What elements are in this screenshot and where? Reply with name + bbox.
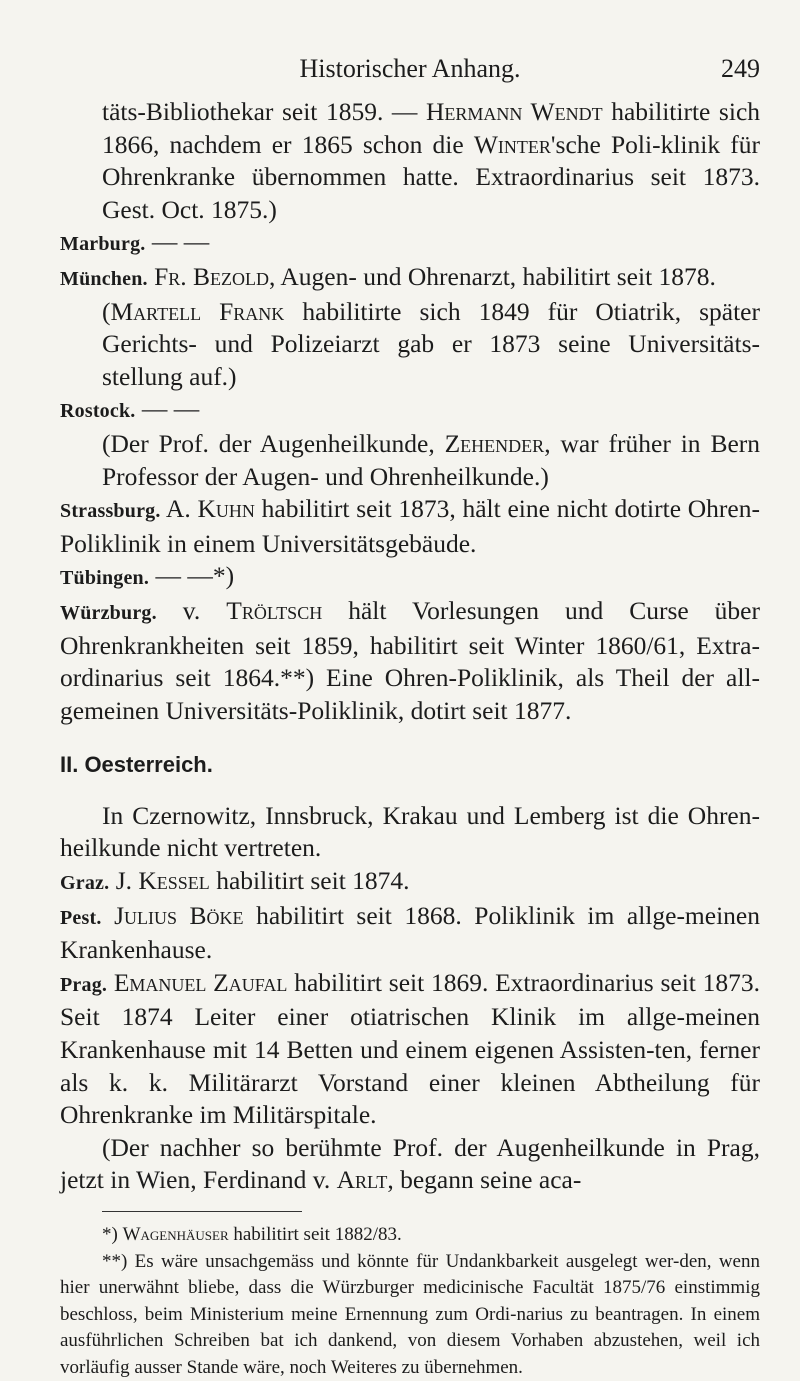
footnotes: [60, 1222, 760, 1381]
entry-wuerzburg: Würzburg. v. Tröltsch hält Vorlesungen und Curse über Ohrenkrankheiten seit 1859, habilitirt seit Winter 1860/61, Extra-ordinarius seit 1864.**) Eine Ohren-Poliklinik, als Theil der all-gemeinen Universitäts-Poliklinik, dotirt seit 1877.: [60, 595, 760, 727]
entry-marburg: Marburg. — —: [60, 226, 760, 261]
entry-prag: Prag. Emanuel Zaufal habilitirt seit 1869. Extraordinarius seit 1873. Seit 1874 Leiter einer otiatrischen Klinik im allge-meinen Krankenhause mit 14 Betten und einem eigenen Assisten-ten, ferner als k. k. Militärarzt Vorstand einer kleinen Abtheilung für Ohrenkranke im Militärspitale.: [60, 967, 760, 1132]
city-marburg: Marburg.: [60, 233, 145, 255]
person-name: Winter: [474, 130, 551, 159]
footnote-1: *) Wagenhäuser habilitirt seit 1882/83.: [60, 1222, 760, 1249]
entry-rostock: Rostock. — —: [60, 393, 760, 428]
entry-pest: Pest. Julius Böke habilitirt seit 1868. Poliklinik im allge-meinen Krankenhause.: [60, 900, 760, 967]
city-strassburg: Strassburg.: [60, 500, 161, 522]
city-prag: Prag.: [60, 974, 107, 996]
city-pest: Pest.: [60, 907, 102, 929]
person-name: Hermann Wendt: [426, 97, 603, 126]
paragraph-intro: In Czernowitz, Innsbruck, Krakau und Lemberg ist die Ohren-heilkunde nicht vertreten.: [60, 800, 760, 865]
city-muenchen: München.: [60, 268, 148, 290]
page-number: 249: [721, 54, 760, 84]
entry-prag-note: (Der nachher so berühmte Prof. der Augenheilkunde in Prag, jetzt in Wien, Ferdinand v. Arlt, begann seine aca-: [60, 1132, 760, 1197]
entry-rostock-note: (Der Prof. der Augenheilkunde, Zehender, war früher in Bern Professor der Augen- und Ohrenheilkunde.): [60, 428, 760, 493]
entry-strassburg: Strassburg. A. Kuhn habilitirt seit 1873, hält eine nicht dotirte Ohren-Poliklinik in einem Universitätsgebäude.: [60, 493, 760, 560]
city-tuebingen: Tübingen.: [60, 567, 149, 589]
section-heading: II. Oesterreich.: [60, 749, 760, 782]
paragraph-wendt: täts-Bibliothekar seit 1859. — Hermann Wendt habilitirte sich 1866, nachdem er 1865 schon die Winter'sche Poli-klinik für Ohrenkranke übernommen hatte. Extraordinarius seit 1873. Gest. Oct. 1875.): [60, 96, 760, 226]
entry-muenchen: München. Fr. Bezold, Augen- und Ohrenarzt, habilitirt seit 1878.: [60, 261, 760, 296]
running-title: Historischer Anhang.: [60, 54, 760, 84]
entry-martell: (Martell Frank habilitirte sich 1849 für Otiatrik, später Gerichts- und Polizeiarzt gab er 1873 seine Universitäts-stellung auf.): [60, 296, 760, 394]
footnote-divider: [102, 1211, 302, 1212]
city-graz: Graz.: [60, 872, 109, 894]
city-rostock: Rostock.: [60, 400, 136, 422]
city-wuerzburg: Würzburg.: [60, 602, 157, 624]
footnote-2: **) Es wäre unsachgemäss und könnte für Undankbarkeit ausgelegt wer-den, wenn hier unerwähnt bliebe, dass die Würzburger medicinische Facultät 1875/76 einstimmig beschloss, beim Ministerium meine Ernennung zum Ordi-narius zu beantragen. In einem ausführlichen Schreiben bat ich dankend, von diesem Vorhaben abzustehen, weil ich vorläufig ausser Stande wäre, noch Weiteres zu übernehmen.: [60, 1249, 760, 1381]
entry-tuebingen: Tübingen. — —*): [60, 560, 760, 595]
running-header: [60, 50, 760, 90]
page-body: [60, 96, 760, 1381]
entry-graz: Graz. J. Kessel habilitirt seit 1874.: [60, 865, 760, 900]
